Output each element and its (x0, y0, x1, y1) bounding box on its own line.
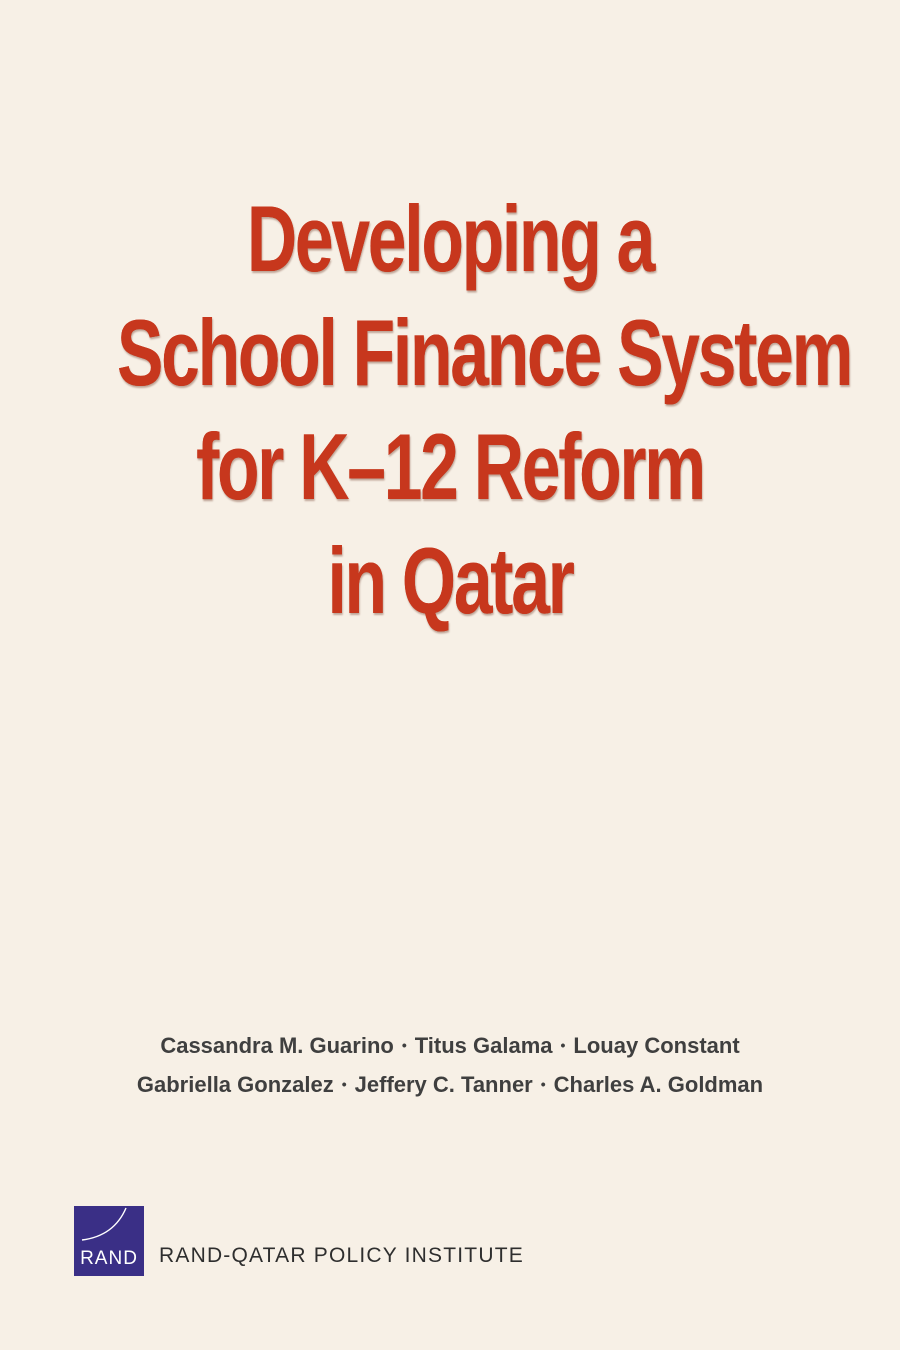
author-line-2 (0, 1065, 900, 1104)
author-separator: • (401, 1037, 407, 1053)
logo-text: RAND (80, 1248, 138, 1269)
rand-logo (74, 1206, 144, 1276)
book-title (0, 182, 900, 638)
title-line-3: for K–12 Reform (117, 410, 783, 524)
author-name: Cassandra M. Guarino (160, 1033, 394, 1058)
author-separator: • (341, 1076, 347, 1092)
institute-name: RAND-QATAR POLICY INSTITUTE (159, 1244, 524, 1267)
title-line-2: School Finance System (117, 296, 783, 410)
title-line-1: Developing a (117, 182, 783, 296)
author-list (0, 1026, 900, 1104)
author-name: Jeffery C. Tanner (354, 1072, 533, 1097)
author-name: Louay Constant (573, 1033, 740, 1058)
author-name: Charles A. Goldman (553, 1072, 764, 1097)
author-separator: • (540, 1076, 546, 1092)
author-line-1 (0, 1026, 900, 1065)
title-line-4: in Qatar (117, 524, 783, 638)
author-name: Titus Galama (414, 1033, 553, 1058)
author-separator: • (560, 1037, 566, 1053)
author-name: Gabriella Gonzalez (136, 1072, 334, 1097)
